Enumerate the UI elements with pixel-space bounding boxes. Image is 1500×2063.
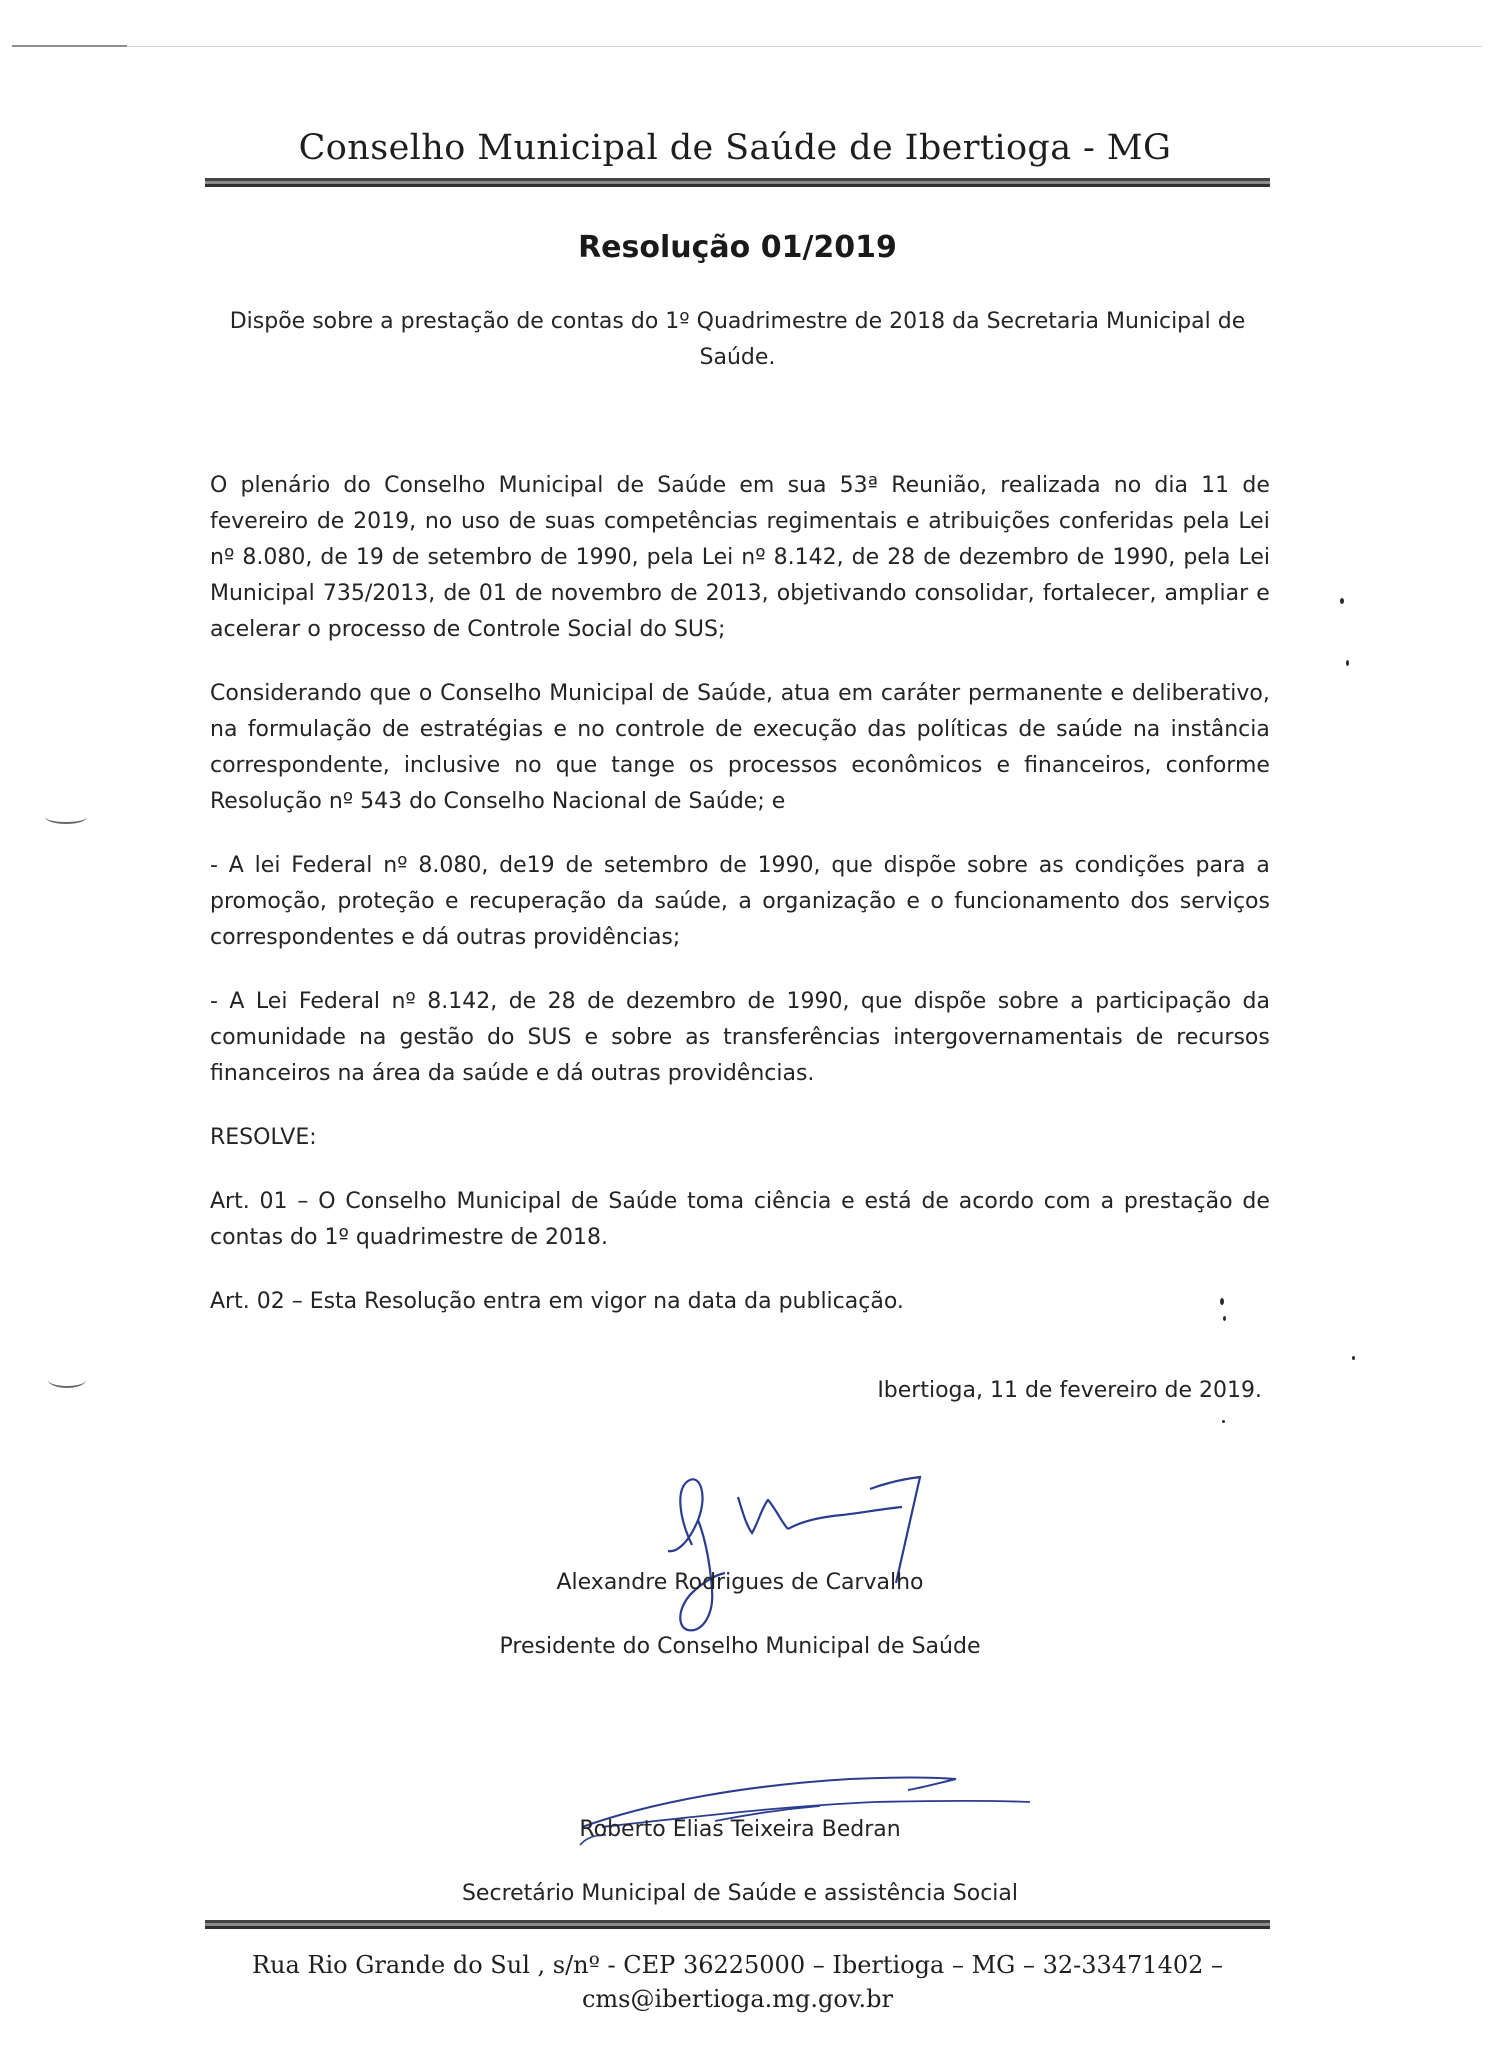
word: de [381,717,410,742]
word: conforme [1165,753,1270,778]
resolution-summary [205,304,1270,376]
word: e [996,753,1011,778]
word: estratégias [419,717,544,742]
word: de [747,989,775,1014]
word: Federal [298,989,381,1014]
word: de [391,545,420,570]
word: a [738,889,752,914]
resolve-text: RESOLVE: [210,1125,317,1150]
word: SUS [527,1025,572,1050]
word: 1990, [757,853,821,878]
paragraph-line [210,848,1270,884]
word: em [838,681,874,706]
word: da [1242,989,1270,1014]
word: fevereiro [210,509,309,534]
word: 01 [259,1189,288,1214]
word: e [1256,581,1270,606]
word: 8.142, [427,989,498,1014]
word: de [1018,717,1046,742]
word: 2019, [353,509,417,534]
word: de [1135,1025,1164,1050]
word: Reunião, [891,473,988,498]
word: sobre [997,989,1059,1014]
word: e [841,1189,855,1214]
word: inclusive [403,753,501,778]
word: dezembro [958,545,1069,570]
law-8080-paragraph [210,848,1270,956]
word: Municipal [498,473,604,498]
word: pela [1182,509,1230,534]
paragraph-line: financeiros na área da saúde e dá outras providências. [210,1061,815,1086]
signer-role: Secretário Municipal de Saúde e assistência Social [461,1881,1019,1906]
scan-margin-mark [45,810,87,824]
word: organização [762,889,896,914]
word: setembro [603,853,709,878]
word: que [860,989,903,1014]
word: 8.080, [242,545,313,570]
word: sobre [611,1025,673,1050]
word: Conselho [440,681,542,706]
word: permanente [968,681,1103,706]
word: funcionamento [954,889,1120,914]
word: de [320,545,348,570]
paragraph-line [210,712,1270,748]
signer-name: Alexandre Rodrigues de Carvalho [556,1570,924,1595]
word: Lei [701,545,734,570]
word: O [210,473,228,498]
word: dezembro [626,989,737,1014]
word: Lei [1238,509,1270,534]
word: de [587,989,615,1014]
scan-speck [1220,1298,1224,1305]
word: dia [1154,473,1188,498]
article-line: contas do 1º quadrimestre de 2018. [210,1225,608,1250]
scan-speck [1346,660,1349,666]
word: 2013, [705,581,769,606]
word: Considerando [210,681,362,706]
word: promoção, [210,889,327,914]
word: de [923,545,951,570]
word: de [616,473,645,498]
word: participação [1095,989,1232,1014]
word: de [443,581,471,606]
word: Saúde [608,1189,678,1214]
word: Saúde, [697,681,773,706]
law-8142-paragraph [210,984,1270,1092]
word: e [584,1025,599,1050]
word: de [515,581,543,606]
word: Conselho [384,473,486,498]
word: A [228,853,244,878]
word: Municipal [210,581,315,606]
word: na [358,1025,387,1050]
paragraph-line [210,676,1270,712]
word: e [906,889,920,914]
header-rule [205,178,1270,187]
word: as [685,1025,711,1050]
article-01 [210,1184,1270,1256]
word: dos [1130,889,1170,914]
word: gestão [399,1025,474,1050]
word: tange [611,753,675,778]
word: sobre [966,853,1028,878]
word: atribuições [928,509,1051,534]
word: da [616,889,645,914]
word: recursos [1176,1025,1270,1050]
word: na [1132,717,1161,742]
word: com [1043,1189,1091,1214]
word: comunidade [210,1025,346,1050]
word: a [1070,989,1084,1014]
resolution-body [210,468,1270,1348]
footer-rule [205,1920,1270,1929]
word: processos [727,753,838,778]
word: que [369,681,411,706]
word: Municipal [549,681,654,706]
word: regimentais [766,509,898,534]
resolve-label [210,1120,1270,1156]
word: Saúde [657,473,727,498]
word: intergovernamentais [893,1025,1123,1050]
word: no [514,753,542,778]
word: - [210,853,218,878]
word: lei [254,853,281,878]
paragraph-line [210,748,1270,784]
word: 28 [547,989,576,1014]
paragraph-line: Resolução nº 543 do Conselho Nacional de Saúde; e [210,789,786,814]
article-line [210,1184,1270,1220]
summary-line: Saúde. [699,345,776,370]
council-header-title: Conselho Municipal de Saúde de Ibertioga - MG [298,128,1172,168]
word: de [316,509,345,534]
word: 01 [478,581,507,606]
word: execução [752,717,858,742]
word: condições [1074,853,1185,878]
word: das [867,717,907,742]
word: correspondente, [210,753,390,778]
word: 11 [1201,473,1230,498]
word: do [487,1025,515,1050]
word: que [555,753,598,778]
scan-speck [1223,1316,1226,1321]
word: prestação [1123,1189,1233,1214]
word: de [719,853,747,878]
word: dispõe [883,853,957,878]
word: conferidas [1058,509,1174,534]
word: saúde, [654,889,728,914]
address-footer [205,1948,1270,2016]
word: nº [391,989,416,1014]
word: nº [741,545,766,570]
paragraph-line [210,884,1270,920]
word: Federal [291,853,373,878]
word: ampliar [1164,581,1249,606]
article-02 [210,1284,1270,1320]
word: Lei [255,989,288,1014]
word: novembro [550,581,662,606]
word: do [343,473,371,498]
word: que [831,853,873,878]
paragraph-line [210,468,1270,504]
word: e [905,509,920,534]
word: plenário [240,473,331,498]
word: os [688,753,714,778]
word: Art. [210,1189,250,1214]
word: formulação [247,717,372,742]
word: 8.142, [773,545,844,570]
word: realizada [1000,473,1101,498]
word: está [864,1189,912,1214]
word: na [210,717,238,742]
word: 8.080, [418,853,489,878]
signer-secretary [210,1812,1270,1912]
word: atua [780,681,831,706]
scan-speck [1222,1420,1225,1423]
word: o [930,889,944,914]
word: ciência [753,1189,832,1214]
word: deliberativo, [1131,681,1270,706]
word: O [318,1189,336,1214]
scan-margin-mark [48,1372,86,1388]
considering-paragraph [210,676,1270,820]
word: e [1110,681,1125,706]
word: de [921,1189,949,1214]
word: proteção [337,889,435,914]
word: dispõe [913,989,987,1014]
word: e [553,717,567,742]
word: a [1256,853,1270,878]
word: suas [544,509,596,534]
word: 1990, [786,989,850,1014]
word: objetivando [776,581,907,606]
word: 735/2013, [322,581,436,606]
word: consolidar, [914,581,1035,606]
word: serviços [1179,889,1270,914]
summary-line: Dispõe sobre a prestação de contas do 1º Quadrimestre de 2018 da Secretaria Municipal de [229,309,1246,334]
word: no [424,509,453,534]
word: 19 [355,545,384,570]
signer-name: Roberto Elias Teixeira Bedran [579,1817,901,1842]
word: de [661,681,690,706]
word: de [508,989,537,1014]
word: nº [383,853,408,878]
word: competências [603,509,758,534]
word: de [565,853,593,878]
word: de [508,509,537,534]
word: econômicos [851,753,983,778]
word: Lei [1238,545,1270,570]
word: instância [1170,717,1270,742]
paragraph-line: correspondentes e dá outras providências; [210,925,681,950]
word: pela [646,545,694,570]
paragraph-line: acelerar o processo de Controle Social do SUS; [210,617,726,642]
footer-email-line: cms@ibertioga.mg.gov.br [581,1985,894,2013]
word: acordo [958,1189,1034,1214]
word: pela [1183,545,1231,570]
word: caráter [880,681,961,706]
word: Conselho [345,1189,447,1214]
word: de [540,545,568,570]
footer-address-line: Rua Rio Grande do Sul , s/nº - CEP 36225000 – Ibertioga – MG – 32-33471402 – [251,1951,1224,1979]
word: financeiros, [1024,753,1152,778]
word: controle [614,717,705,742]
word: recuperação [468,889,607,914]
word: 1990, [575,545,639,570]
word: uso [460,509,500,534]
date-location-line: Ibertioga, 11 de fevereiro de 2019. [877,1378,1262,1403]
word: de19 [499,853,555,878]
word: políticas [916,717,1008,742]
word: fortalecer, [1042,581,1157,606]
word: saúde [1056,717,1123,742]
paragraph-line [210,540,1270,576]
paragraph-line [210,576,1270,612]
signer-role: Presidente do Conselho Municipal de Saúde [499,1634,981,1659]
preamble-paragraph [210,468,1270,648]
word: as [1038,853,1064,878]
article-line: Art. 02 – Esta Resolução entra em vigor na data da publicação. [210,1289,904,1314]
word: transferências [723,1025,881,1050]
paragraph-line [210,1020,1270,1056]
word: nº [210,545,235,570]
word: de [1242,1189,1270,1214]
word: de [1076,545,1105,570]
paragraph-line [210,984,1270,1020]
word: de [1242,473,1270,498]
word: no [577,717,605,742]
word: em [739,473,775,498]
word: de [851,545,880,570]
word: no [1113,473,1142,498]
word: – [297,1189,309,1214]
word: 1990, [1112,545,1176,570]
scan-border-line [12,46,1482,47]
word: de [670,581,698,606]
word: 53ª [839,473,879,498]
signer-president [210,1565,1270,1665]
scan-speck [1352,1356,1355,1360]
word: a [1100,1189,1115,1214]
word: 28 [887,545,916,570]
paragraph-line [210,504,1270,540]
word: para [1195,853,1246,878]
resolution-title: Resolução 01/2019 [578,230,897,265]
word: - [210,989,218,1014]
word: setembro [427,545,533,570]
word: sua [787,473,827,498]
word: de [571,1189,599,1214]
word: A [229,989,245,1014]
scan-speck [1340,598,1344,604]
word: o [418,681,433,706]
word: de [715,717,743,742]
word: e [444,889,459,914]
word: Municipal [456,1189,562,1214]
word: toma [687,1189,745,1214]
